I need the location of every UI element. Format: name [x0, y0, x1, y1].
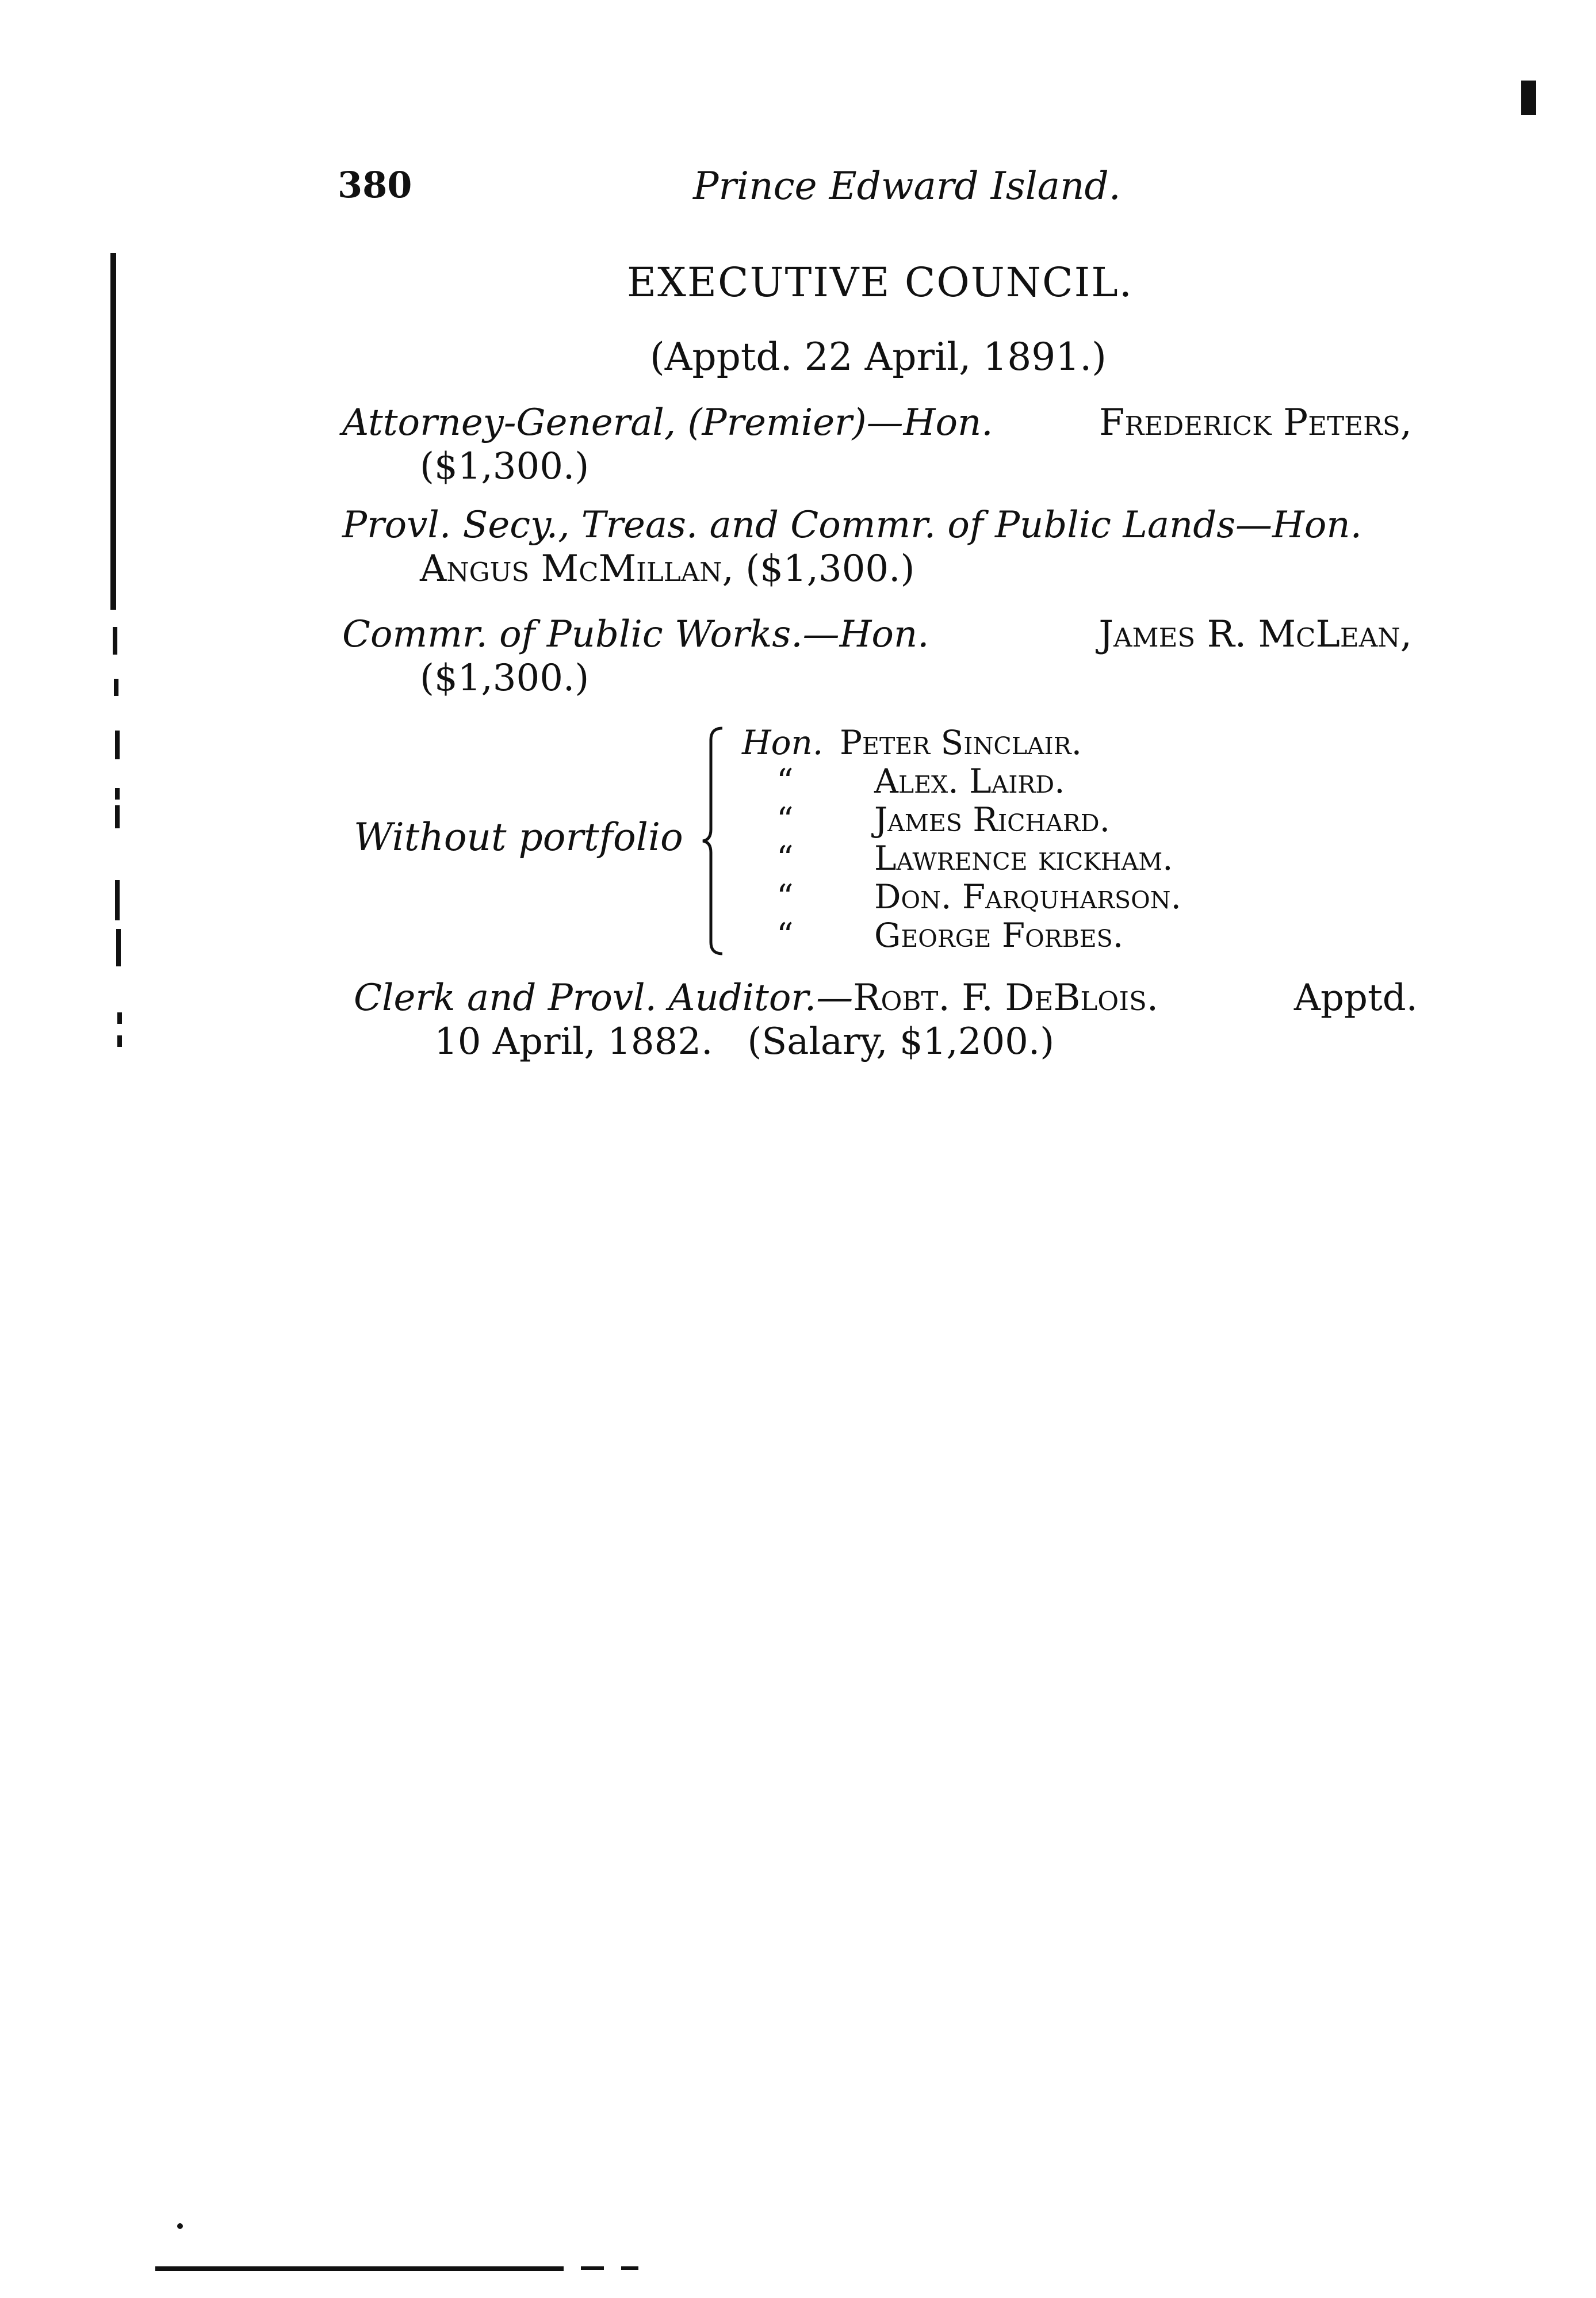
salary: ($1,300.) — [420, 445, 590, 488]
office-title: Attorney-General, (Premier)—Hon. — [342, 402, 993, 444]
ditto-mark: “ — [776, 916, 794, 955]
scan-bottom-rule — [155, 2266, 564, 2271]
scan-margin-mark — [115, 880, 120, 920]
scan-margin-mark — [115, 788, 120, 800]
list-item — [742, 801, 1181, 839]
appointment-date: (Apptd. 22 April, 1891.) — [650, 335, 1107, 379]
scan-margin-mark — [116, 929, 121, 966]
scan-margin-mark — [117, 1035, 122, 1047]
clerk-entry — [354, 976, 1418, 1064]
council-entry — [342, 503, 1412, 591]
salary: (Salary, $1,200.) — [747, 1020, 1055, 1063]
member-name: Angus McMillan, — [420, 548, 734, 590]
office-title: Clerk and Provl. Auditor.— — [354, 977, 854, 1019]
apptd-label: Apptd. — [1293, 977, 1418, 1019]
ditto-mark: “ — [776, 800, 794, 839]
appointment-date: 10 April, 1882. — [434, 1020, 713, 1063]
member-name: Don. Farquharson. — [874, 877, 1181, 916]
member-name: James R. McLean, — [1099, 613, 1412, 656]
scan-margin-mark — [114, 679, 118, 696]
page-number: 380 — [338, 164, 412, 206]
scan-margin-mark — [115, 805, 120, 828]
curly-brace-icon — [701, 726, 735, 956]
scan-margin-mark — [117, 1012, 122, 1024]
scan-margin-mark — [113, 627, 117, 655]
office-title: Commr. of Public Works.—Hon. — [342, 613, 929, 656]
member-prefix: Hon. — [742, 723, 824, 762]
ditto-mark: “ — [776, 839, 794, 878]
council-entry — [342, 401, 1412, 488]
member-name: James Richard. — [874, 800, 1111, 839]
list-item — [742, 916, 1181, 955]
list-item — [742, 724, 1181, 762]
list-item — [742, 762, 1181, 801]
member-name: Robt. F. DeBlois. — [853, 977, 1159, 1019]
salary: ($1,300.) — [745, 548, 915, 590]
scan-dot — [177, 2223, 183, 2229]
member-name: Peter Sinclair. — [840, 723, 1082, 762]
salary: ($1,300.) — [420, 657, 590, 699]
scan-mark — [1521, 81, 1536, 115]
scan-margin-mark — [115, 731, 120, 759]
list-item — [742, 878, 1181, 916]
scan-margin-bar — [110, 253, 116, 610]
member-list — [742, 724, 1181, 955]
scan-bottom-rule — [621, 2266, 638, 2270]
section-heading: EXECUTIVE COUNCIL. — [627, 259, 1133, 306]
scan-bottom-rule — [581, 2266, 604, 2270]
member-name: Frederick Peters, — [1099, 402, 1412, 444]
member-name: Alex. Laird. — [874, 762, 1065, 801]
ditto-mark: “ — [776, 762, 794, 801]
list-item — [742, 839, 1181, 878]
member-name: Lawrence kickham. — [874, 839, 1173, 878]
without-portfolio-label: Without portfolio — [354, 815, 683, 859]
ditto-mark: “ — [776, 877, 794, 916]
council-entry — [342, 613, 1412, 700]
member-name: George Forbes. — [874, 916, 1124, 955]
office-title: Provl. Secy., Treas. and Commr. of Public Lands—Hon. — [342, 504, 1362, 546]
running-title: Prince Edward Island. — [693, 164, 1121, 208]
